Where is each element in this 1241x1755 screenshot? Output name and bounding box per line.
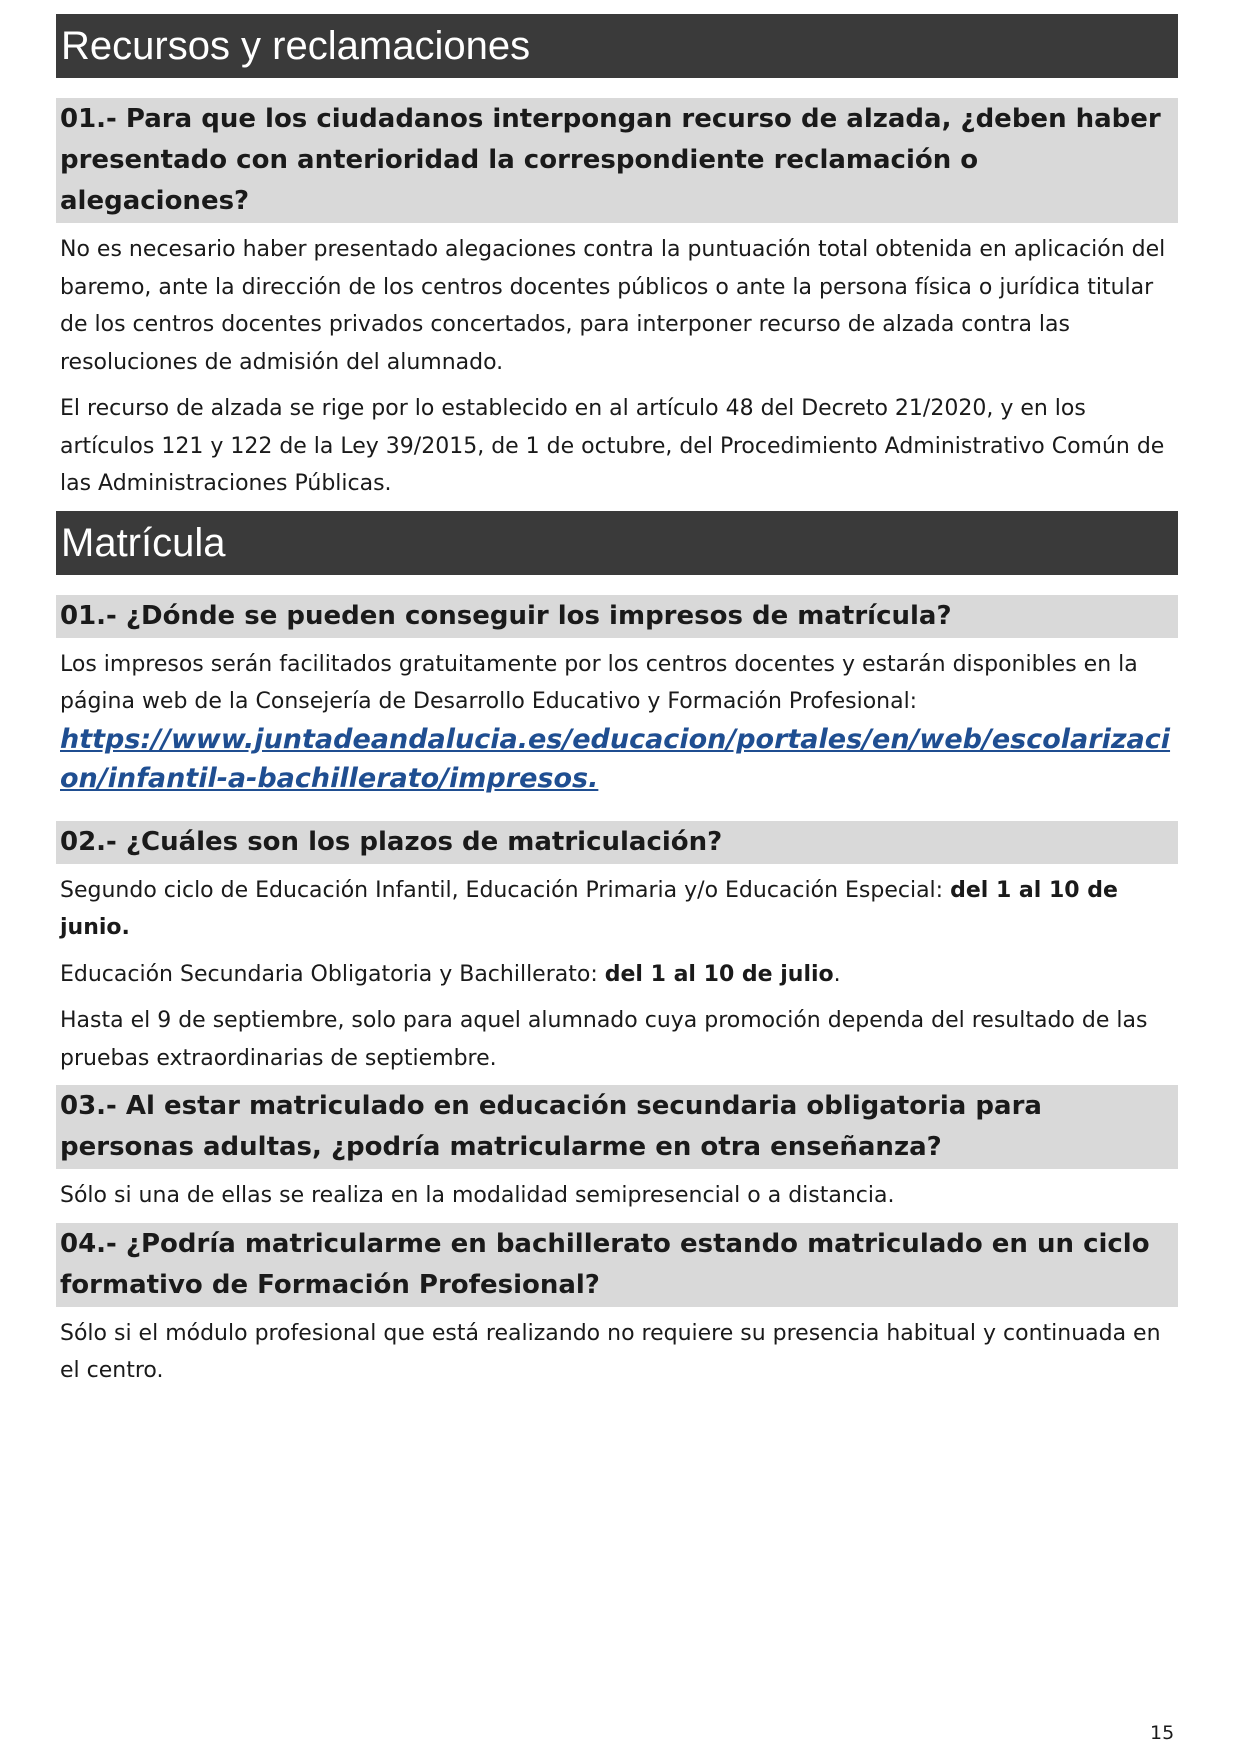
answer-matricula-04-p1: Sólo si el módulo profesional que está realizando no requiere su presencia habitual y continuada en el centro. — [60, 1320, 1161, 1383]
answer-text: Segundo ciclo de Educación Infantil, Educación Primaria y/o Educación Especial: — [60, 877, 951, 903]
question-matricula-03: 03.- Al estar matriculado en educación secundaria obligatoria para personas adultas, ¿podría matricularme en otra enseñanza? — [56, 1085, 1178, 1169]
answer-matricula-01-link-line — [56, 721, 1178, 799]
section-title-matricula: Matrícula — [56, 511, 1178, 575]
answer-bold-date: del 1 al 10 de junio. — [60, 877, 1118, 940]
document-page — [56, 14, 1178, 1390]
question-matricula-02: 02.- ¿Cuáles son los plazos de matriculación? — [56, 821, 1178, 864]
question-matricula-04: 04.- ¿Podría matricularme en bachillerato estando matriculado en un ciclo formativo de Formación Profesional? — [56, 1223, 1178, 1307]
answer-text-end: . — [833, 961, 841, 987]
page-number: 15 — [1150, 1722, 1175, 1744]
answer-bold-date: del 1 al 10 de julio — [604, 961, 834, 987]
section-title-recursos: Recursos y reclamaciones — [56, 14, 1178, 78]
impresos-link[interactable]: https://www.juntadeandalucia.es/educacion/portales/en/web/escolarizacion/infantil-a-bachillerato/impresos. — [60, 723, 1171, 794]
answer-matricula-01-p1: Los impresos serán facilitados gratuitamente por los centros docentes y estarán disponibles en la página web de la Consejería de Desarrollo Educativo y Formación Profesional: — [60, 651, 1138, 714]
answer-matricula-02-p1 — [56, 872, 1178, 947]
answer-matricula-02-p2 — [56, 956, 1178, 994]
answer-text: Educación Secundaria Obligatoria y Bachillerato: — [60, 961, 605, 987]
question-matricula-01: 01.- ¿Dónde se pueden conseguir los impresos de matrícula? — [56, 595, 1178, 638]
answer-matricula-03-p1: Sólo si una de ellas se realiza en la modalidad semipresencial o a distancia. — [60, 1183, 895, 1208]
answer-recursos-01-p2: El recurso de alzada se rige por lo establecido en al artículo 48 del Decreto 21/2020, y en los artículos 121 y 122 de la Ley 39/2015, de 1 de octubre, del Procedimiento Administrativo Común de las Administraciones Públicas. — [60, 396, 1165, 496]
question-recursos-01: 01.- Para que los ciudadanos interpongan recurso de alzada, ¿deben haber presentado con anterioridad la correspondiente reclamación o alegaciones? — [56, 98, 1178, 223]
answer-recursos-01-p1: No es necesario haber presentado alegaciones contra la puntuación total obtenida en aplicación del baremo, ante la dirección de los centros docentes públicos o ante la persona física o jurídica titular de los centros docentes privados concertados, para interponer recurso de alzada contra las resoluciones de admisión del alumnado. — [60, 237, 1166, 375]
answer-matricula-02-p3: Hasta el 9 de septiembre, solo para aquel alumnado cuya promoción dependa del resultado de las pruebas extraordinarias de septiembre. — [60, 1008, 1148, 1071]
